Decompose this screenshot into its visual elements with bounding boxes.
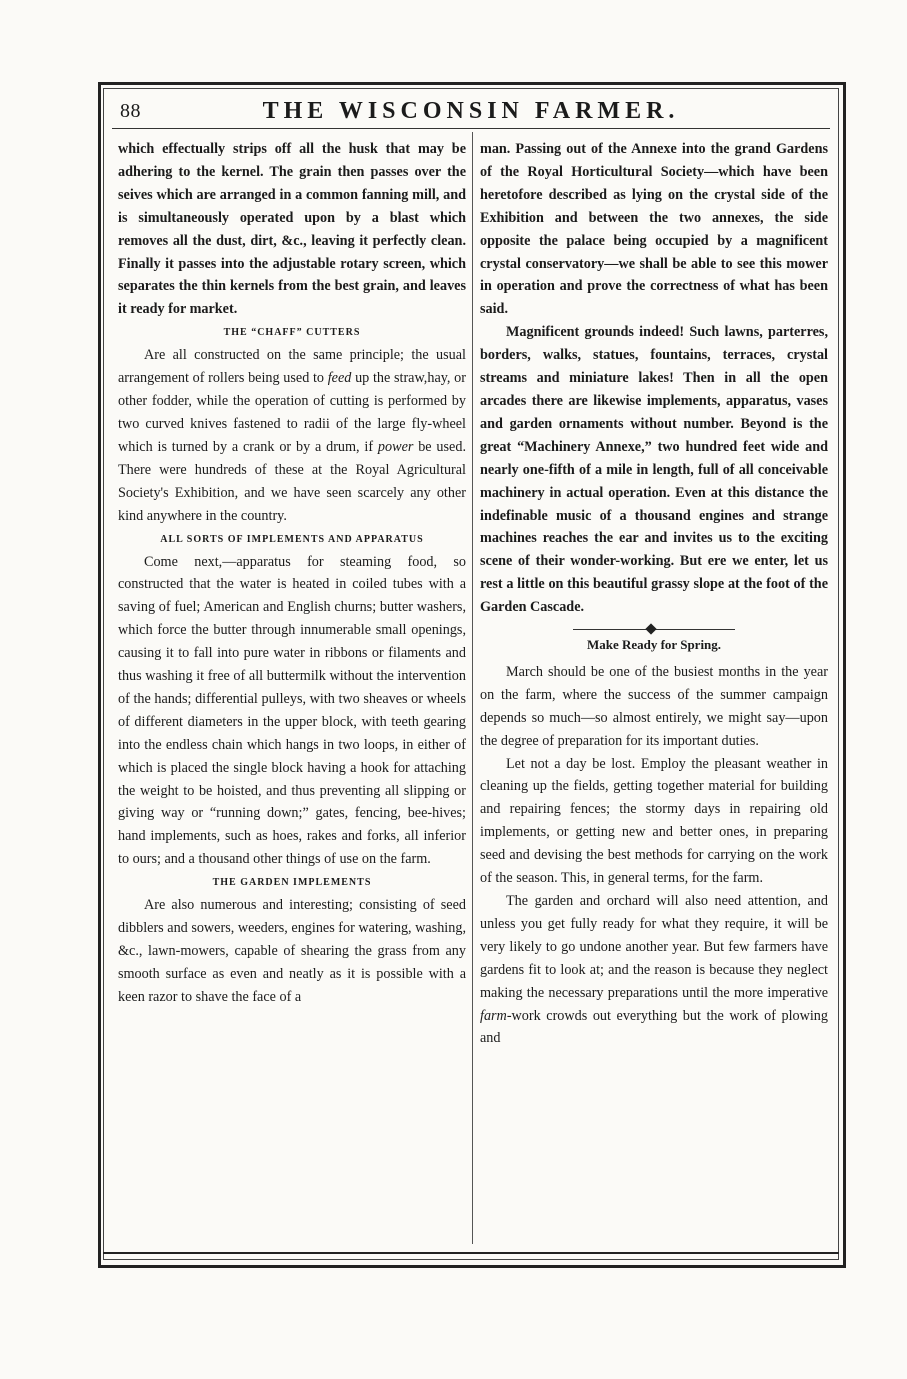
paragraph: Come next,—apparatus for steaming food, so constructed that the water is heated in coiled tubes with a saving of fuel; American and English churns; butter washers, which force the butter through innumerable small openings, causing it to fall into pure water in ribbons or filaments and thus washing it free of all buttermilk without the intervention of the hands; differential pulleys, with two sheaves or wheels of different diameters in the upper block, with teeth gearing into the endless chain which hangs in two loops, in either of which is placed the single block having a hook for attaching the weight to be hoisted, and thus preventing all slipping or giving way or “running down;” gates, fencing, bee-hives; hand implements, such as hoes, rakes and forks, all inferior to ours; and a thousand other things of use on the farm.: [118, 553, 466, 868]
subhead-implements-apparatus: ALL SORTS OF IMPLEMENTS AND APPARATUS: [160, 533, 424, 545]
paragraph: which effectually strips off all the husk that may be adhering to the kernel. The grain then passes over the seives which are arranged in a common fanning mill, and is simultaneously operated upon by a blast which removes all the dust, dirt, &c., leaving it perfectly clean. Finally it passes into the adjustable rotary screen, which separates the thin kernels from the best grain, and leaves it ready for market.: [118, 141, 466, 318]
bottom-rule: [103, 1252, 839, 1254]
paragraph: March should be one of the busiest months in the year on the farm, where the success of the summer campaign depends so much—so almost entirely, we might say—upon the degree of preparation for its important duties.: [480, 663, 828, 749]
text-run-italic: feed: [327, 370, 352, 387]
paragraph: Let not a day be lost. Employ the pleasant weather in cleaning up the fields, getting together material for building and repairing fences; the stormy days in repairing old implements, or getting new and better ones, in preparing seed and devising the best methods for carrying on the work of the season. This, in general terms, for the farm.: [480, 755, 828, 887]
paragraph: Are also numerous and interesting; consisting of seed dibblers and sowers, weeders, engines for watering, washing, &c., lawn-mowers, capable of shearing the grass from any smooth surface as even and neatly as it is possible with a keen razor to shave the face of a: [118, 897, 466, 1005]
subhead-garden-implements: THE GARDEN IMPLEMENTS: [212, 877, 372, 889]
paragraph: Magnificent grounds indeed! Such lawns, parterres, borders, walks, statues, fountains, terraces, crystal streams and miniature lakes! Then in all the open arcades there are likewise implements, apparatus, vases and garden ornaments without number. Beyond is the great “Machinery Annexe,” two hundred feet wide and nearly one-fifth of a mile in length, full of all conceivable machinery in actual operation. Even at this distance the indefinable music of a thousand engines and strange machines reaches the ear and invites us to the exciting scene of their wonder-working. But ere we enter, let us rest a little on this beautiful grassy slope at the foot of the Garden Cascade.: [480, 324, 828, 616]
paragraph: [480, 890, 828, 1050]
page-header: [112, 92, 830, 128]
column-divider: [472, 132, 473, 1244]
paragraph: [118, 344, 466, 527]
text-run: be used. There were hundreds of these at the Royal Agricultural Society's Exhibition, and we have seen scarcely any other kind anywhere in the country.: [118, 438, 466, 524]
paragraph: man. Passing out of the Annexe into the grand Gardens of the Royal Horticultural Society—which have been heretofore described as lying on the crystal side of the Exhibition and between the two annexes, the side opposite the palace being occupied by a magnificent crystal conservatory—we shall be able to see this mower in operation and prove the correctness of what has been said.: [480, 141, 828, 318]
page-number: 88: [120, 100, 141, 122]
masthead-title: THE WISCONSIN FARMER.: [262, 98, 680, 124]
section-title: Make Ready for Spring.: [586, 637, 722, 653]
header-rule: [112, 128, 830, 129]
text-run: up the straw,hay, or other fodder, while the operation of cutting is performed by two curved knives fastened to radii of the large fly-wheel which is turned by a crank or by a drum, if: [118, 370, 466, 455]
text-run: Are all constructed on the same principle; the usual arrangement of rollers being used to: [118, 347, 466, 387]
text-run: -work crowds out everything but the work of plowing and: [480, 1007, 828, 1047]
subhead-chaff-cutters: THE “CHAFF” CUTTERS: [223, 327, 361, 339]
left-column: [118, 138, 466, 1009]
text-run: The garden and orchard will also need attention, and unless you get fully ready for what they require, it will be very likely to go undone another year. But few farmers have gardens fit to look at; and the reason is because they neglect making the necessary preparations until the more imperative: [480, 893, 828, 1001]
section-divider: [573, 629, 735, 630]
text-run-italic: power: [377, 438, 414, 455]
diamond-ornament: [645, 623, 656, 634]
right-column: [480, 138, 828, 1050]
text-run-italic: farm: [480, 1007, 507, 1024]
